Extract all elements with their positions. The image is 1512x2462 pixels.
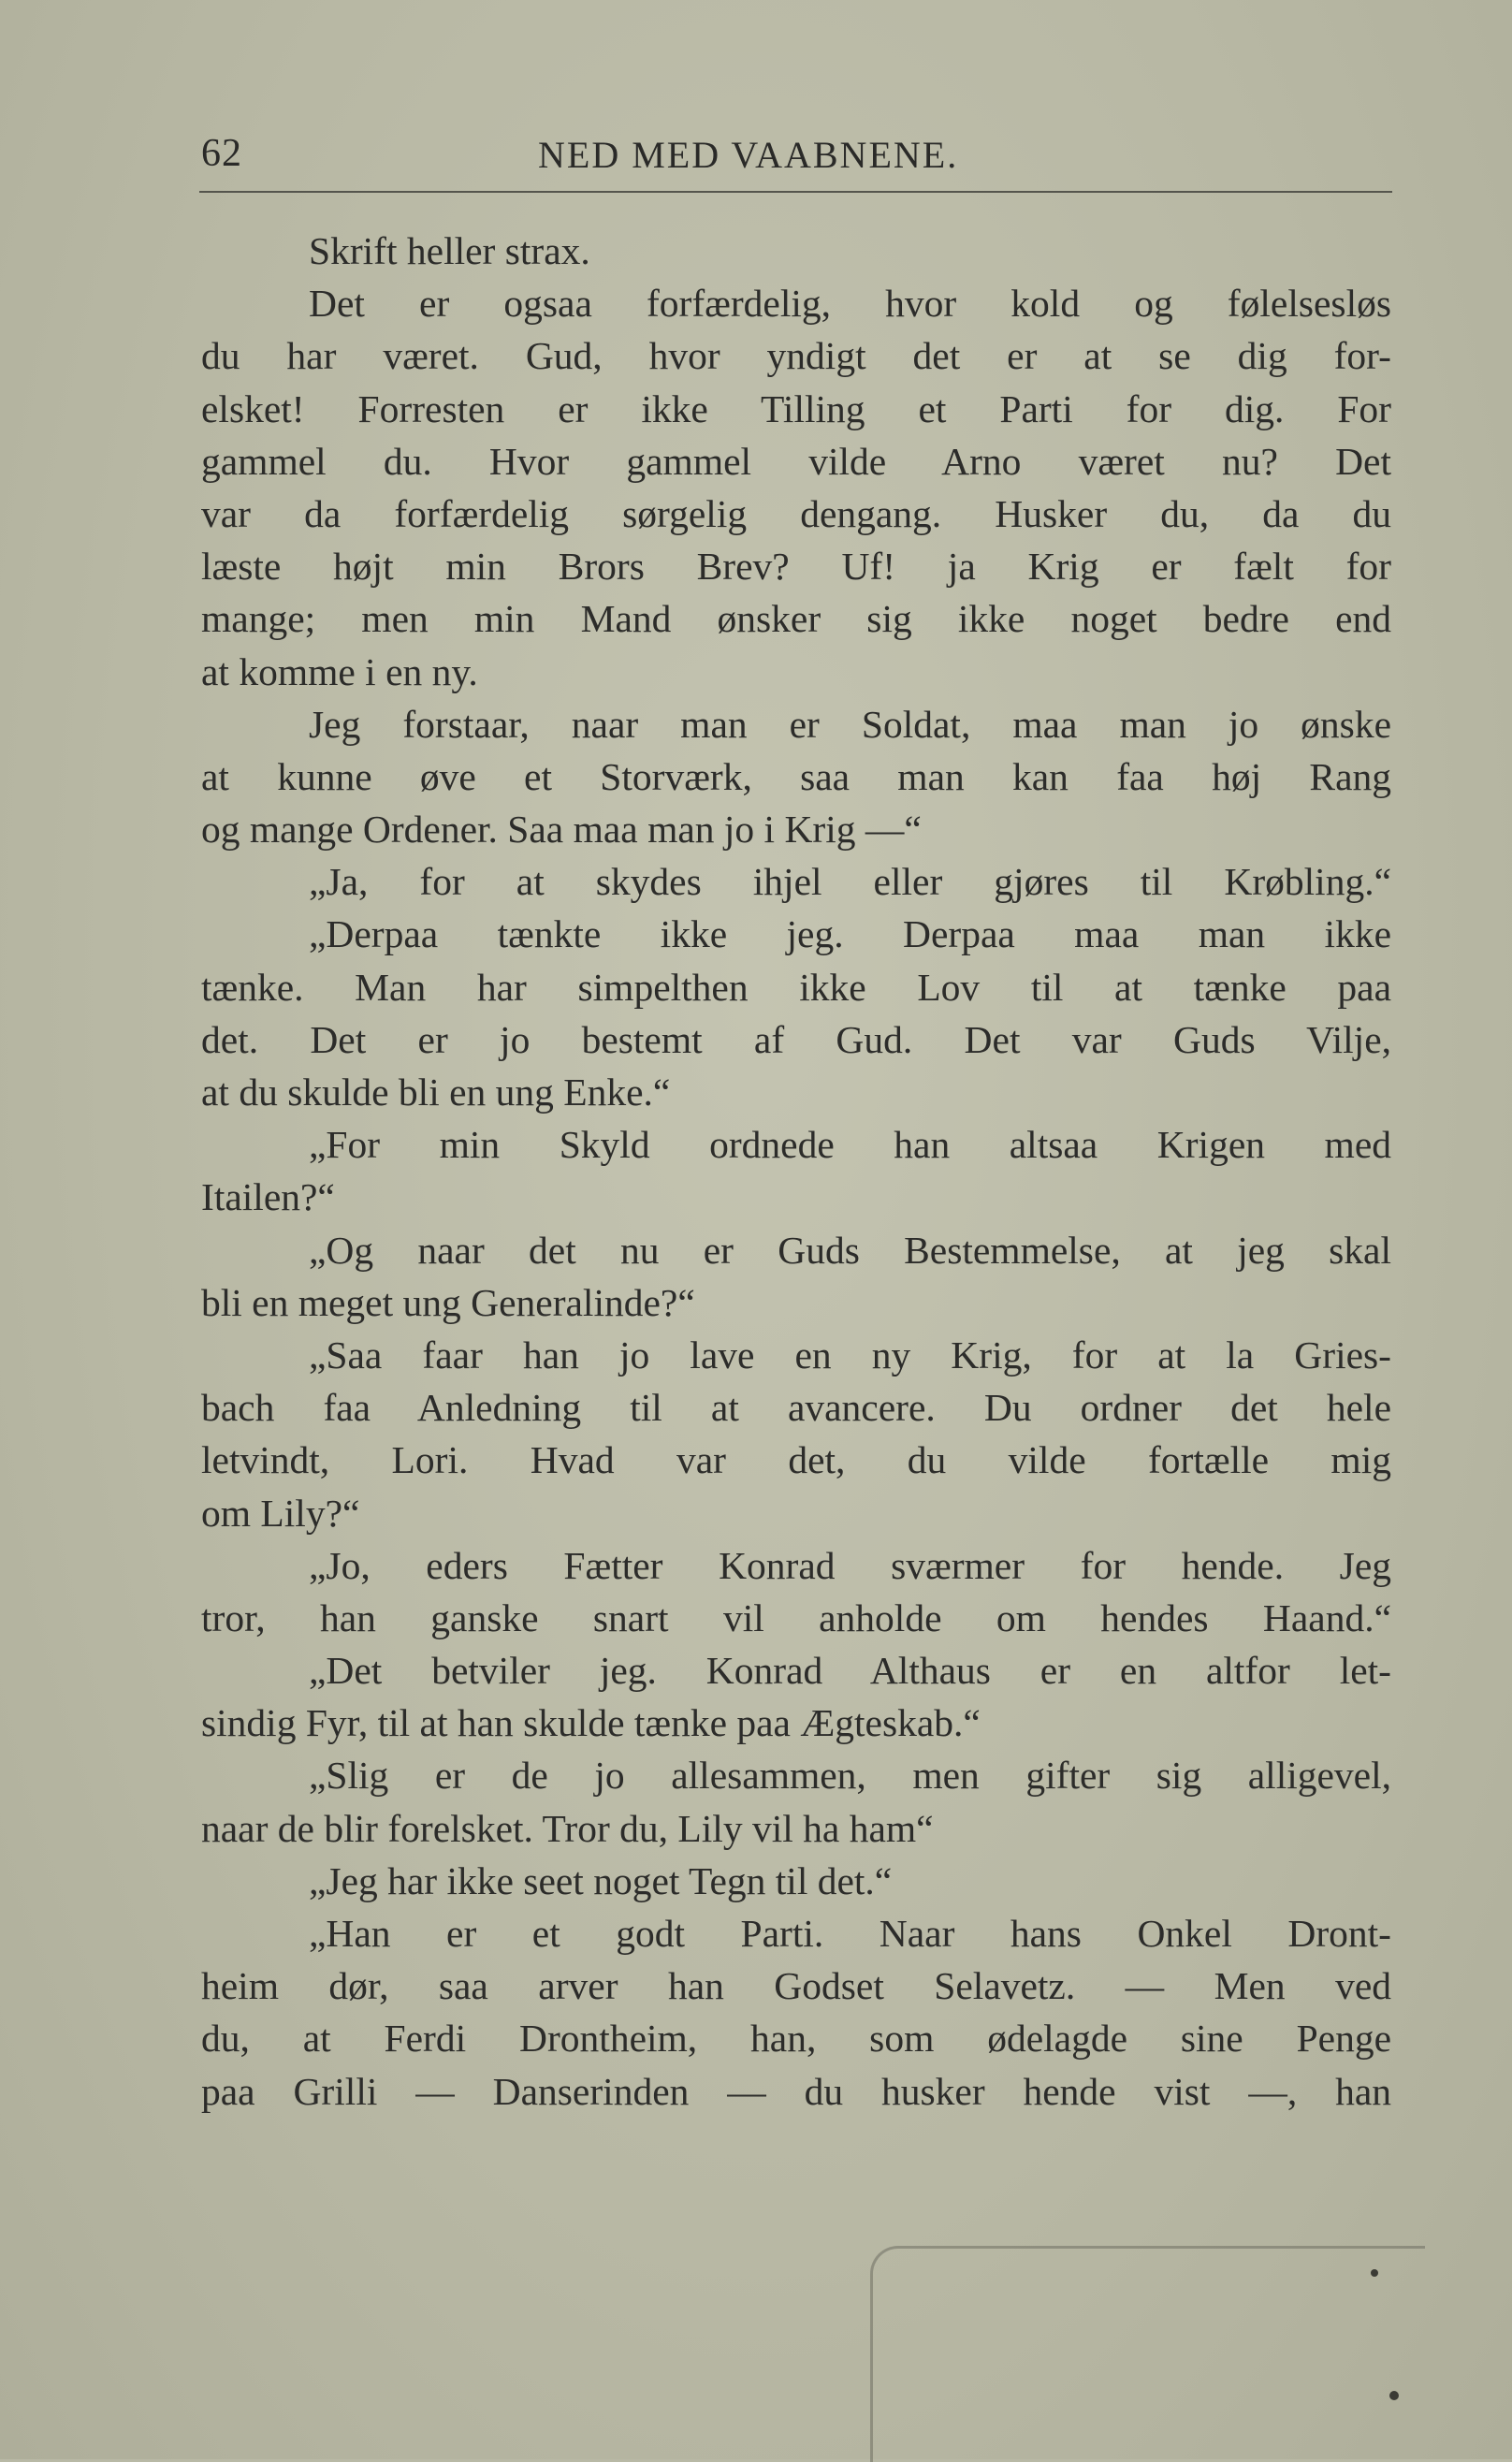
text-line: „Ja, for at skydes ihjel eller gjøres til Krøbling.“ [309, 860, 1391, 904]
text-line: du, at Ferdi Drontheim, han, som ødelagde sine Penge [201, 2017, 1391, 2061]
text-line: Itailen?“ [201, 1175, 335, 1219]
body-text [201, 225, 1391, 2118]
text-line: læste højt min Brors Brev? Uf! ja Krig er fælt for [201, 545, 1391, 589]
page-edge-shadow [870, 2246, 1425, 2462]
running-title: NED MED VAABNENE. [538, 134, 959, 176]
text-line: at kunne øve et Storværk, saa man kan faa høj Rang [201, 754, 1391, 798]
text-line: Det er ogsaa forfærdelig, hvor kold og følelsesløs [309, 282, 1391, 326]
text-line: var da forfærdelig sørgelig dengang. Husker du, da du [201, 491, 1391, 535]
text-line: „Jo, eders Fætter Konrad sværmer for hende. Jeg [309, 1543, 1391, 1587]
text-line: sindig Fyr, til at han skulde tænke paa Ægteskab.“ [201, 1701, 981, 1745]
speck [1371, 2269, 1378, 2277]
text-line: du har været. Gud, hvor yndigt det er at se dig for- [201, 334, 1391, 378]
text-line: naar de blir forelsket. Tror du, Lily vil ha ham“ [201, 1806, 934, 1850]
text-line: elsket! Forresten er ikke Tilling et Parti for dig. For [201, 386, 1391, 430]
text-line: heim dør, saa arver han Godset Selavetz. — Men ved [201, 1964, 1391, 2008]
text-line: „Saa faar han jo lave en ny Krig, for at la Gries- [309, 1333, 1391, 1377]
text-line: „For min Skyld ordnede han altsaa Krigen med [309, 1123, 1391, 1167]
text-line: det. Det er jo bestemt af Gud. Det var Guds Vilje, [201, 1017, 1391, 1061]
text-line: Skrift heller strax. [309, 229, 590, 272]
text-line: bach faa Anledning til at avancere. Du ordner det hele [201, 1386, 1391, 1430]
text-line: letvindt, Lori. Hvad var det, du vilde fortælle mig [201, 1438, 1391, 1482]
text-line: Jeg forstaar, naar man er Soldat, maa man jo ønske [309, 702, 1391, 746]
text-line: „Og naar det nu er Guds Bestemmelse, at jeg skal [309, 1228, 1391, 1272]
text-line: og mange Ordener. Saa maa man jo i Krig —“ [201, 808, 922, 852]
text-line: paa Grilli — Danserinden — du husker hende vist —, han [201, 2069, 1391, 2113]
text-line: „Slig er de jo allesammen, men gifter sig alligevel, [309, 1754, 1391, 1798]
text-line: „Jeg har ikke seet noget Tegn til det.“ [309, 1858, 893, 1902]
text-line: tænke. Man har simpelthen ikke Lov til at tænke paa [201, 965, 1391, 1009]
page-header [201, 131, 1389, 187]
text-line: „Det betviler jeg. Konrad Althaus er en altfor let- [309, 1649, 1391, 1693]
page-number: 62 [201, 132, 242, 175]
text-line: tror, han ganske snart vil anholde om hendes Haand.“ [201, 1595, 1391, 1639]
text-line: om Lily?“ [201, 1491, 360, 1535]
text-line: at du skulde bli en ung Enke.“ [201, 1071, 671, 1114]
text-line: mange; men min Mand ønsker sig ikke noget bedre end [201, 597, 1391, 641]
text-line: „Derpaa tænkte ikke jeg. Derpaa maa man ikke [309, 912, 1391, 956]
text-line: „Han er et godt Parti. Naar hans Onkel Dront- [309, 1912, 1391, 1955]
text-line: bli en meget ung Generalinde?“ [201, 1280, 695, 1324]
text-line: at komme i en ny. [201, 649, 478, 693]
speck [1389, 2391, 1399, 2400]
header-rule [199, 191, 1392, 193]
text-line: gammel du. Hvor gammel vilde Arno været nu? Det [201, 439, 1391, 483]
